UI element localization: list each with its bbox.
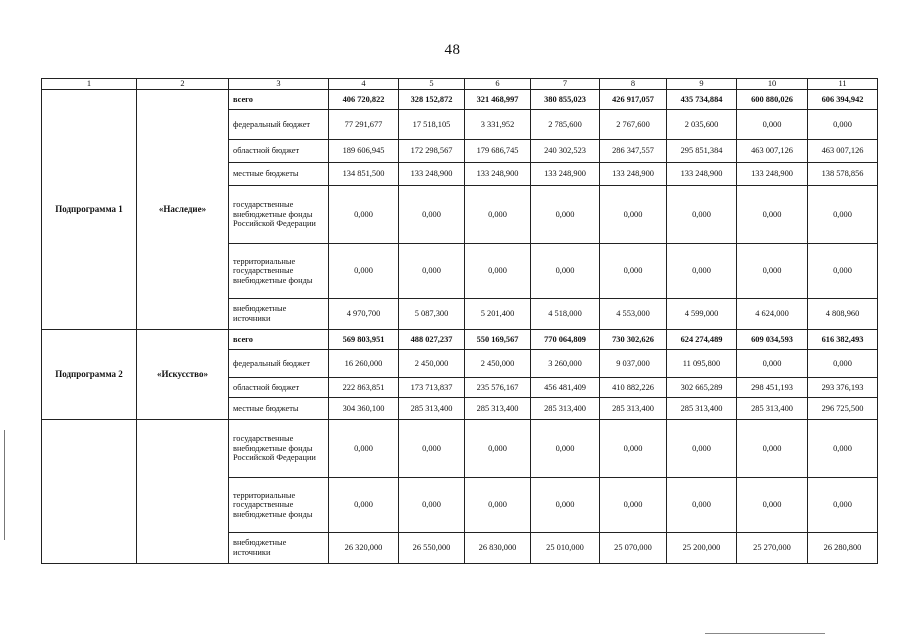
funding-source: областной бюджет <box>229 378 329 398</box>
amount-cell: 0,000 <box>600 478 667 533</box>
column-header: 10 <box>737 79 808 90</box>
amount-cell: 293 376,193 <box>808 378 878 398</box>
funding-source: внебюджетные источники <box>229 533 329 564</box>
amount-cell: 328 152,872 <box>399 90 465 110</box>
amount-cell: 0,000 <box>531 478 600 533</box>
amount-cell: 0,000 <box>465 420 531 478</box>
amount-cell: 26 550,000 <box>399 533 465 564</box>
amount-cell: 0,000 <box>737 420 808 478</box>
column-header: 8 <box>600 79 667 90</box>
amount-cell: 435 734,884 <box>667 90 737 110</box>
amount-cell: 550 169,567 <box>465 330 531 350</box>
amount-cell: 173 713,837 <box>399 378 465 398</box>
amount-cell: 0,000 <box>600 244 667 299</box>
amount-cell: 624 274,489 <box>667 330 737 350</box>
amount-cell: 16 260,000 <box>329 350 399 378</box>
amount-cell: 25 010,000 <box>531 533 600 564</box>
funding-source: федеральный бюджет <box>229 350 329 378</box>
amount-cell: 0,000 <box>667 420 737 478</box>
amount-cell: 298 451,193 <box>737 378 808 398</box>
amount-cell: 0,000 <box>465 186 531 244</box>
amount-cell: 0,000 <box>399 478 465 533</box>
amount-cell: 0,000 <box>737 478 808 533</box>
column-number-row <box>42 79 878 90</box>
amount-cell: 3 260,000 <box>531 350 600 378</box>
column-header: 1 <box>42 79 137 90</box>
empty-cell <box>42 420 137 564</box>
amount-cell: 295 851,384 <box>667 140 737 163</box>
amount-cell: 286 347,557 <box>600 140 667 163</box>
subprogram-name: Подпрограмма 1 <box>42 90 137 330</box>
amount-cell: 0,000 <box>808 244 878 299</box>
table-body <box>42 90 878 564</box>
amount-cell: 0,000 <box>808 186 878 244</box>
empty-cell <box>137 420 229 564</box>
column-header: 2 <box>137 79 229 90</box>
amount-cell: 0,000 <box>600 186 667 244</box>
amount-cell: 133 248,900 <box>465 163 531 186</box>
amount-cell: 463 007,126 <box>737 140 808 163</box>
amount-cell: 0,000 <box>329 186 399 244</box>
amount-cell: 609 034,593 <box>737 330 808 350</box>
amount-cell: 0,000 <box>808 420 878 478</box>
amount-cell: 0,000 <box>808 350 878 378</box>
column-header: 7 <box>531 79 600 90</box>
amount-cell: 3 331,952 <box>465 110 531 140</box>
budget-table <box>41 78 878 564</box>
amount-cell: 285 313,400 <box>737 398 808 420</box>
amount-cell: 4 599,000 <box>667 299 737 330</box>
amount-cell: 0,000 <box>737 110 808 140</box>
amount-cell: 2 767,600 <box>600 110 667 140</box>
amount-cell: 285 313,400 <box>531 398 600 420</box>
page-number: 48 <box>444 42 461 58</box>
amount-cell: 606 394,942 <box>808 90 878 110</box>
amount-cell: 172 298,567 <box>399 140 465 163</box>
amount-cell: 0,000 <box>329 244 399 299</box>
amount-cell: 0,000 <box>667 478 737 533</box>
amount-cell: 302 665,289 <box>667 378 737 398</box>
funding-source: территориальные государственные внебюджетные фонды <box>229 244 329 299</box>
column-header: 11 <box>808 79 878 90</box>
amount-cell: 0,000 <box>737 350 808 378</box>
amount-cell: 4 553,000 <box>600 299 667 330</box>
amount-cell: 2 450,000 <box>399 350 465 378</box>
amount-cell: 0,000 <box>399 186 465 244</box>
amount-cell: 235 576,167 <box>465 378 531 398</box>
amount-cell: 0,000 <box>737 244 808 299</box>
amount-cell: 296 725,500 <box>808 398 878 420</box>
amount-cell: 25 070,000 <box>600 533 667 564</box>
amount-cell: 222 863,851 <box>329 378 399 398</box>
amount-cell: 410 882,226 <box>600 378 667 398</box>
amount-cell: 0,000 <box>808 478 878 533</box>
amount-cell: 406 720,822 <box>329 90 399 110</box>
amount-cell: 321 468,997 <box>465 90 531 110</box>
amount-cell: 0,000 <box>737 186 808 244</box>
amount-cell: 17 518,105 <box>399 110 465 140</box>
funding-source: внебюджетные источники <box>229 299 329 330</box>
amount-cell: 770 064,809 <box>531 330 600 350</box>
amount-cell: 25 200,000 <box>667 533 737 564</box>
table-row <box>42 330 878 350</box>
amount-cell: 26 830,000 <box>465 533 531 564</box>
amount-cell: 0,000 <box>531 420 600 478</box>
amount-cell: 179 686,745 <box>465 140 531 163</box>
table-row <box>42 90 878 110</box>
amount-cell: 463 007,126 <box>808 140 878 163</box>
amount-cell: 426 917,057 <box>600 90 667 110</box>
amount-cell: 2 450,000 <box>465 350 531 378</box>
subprogram-title: «Наследие» <box>137 90 229 330</box>
column-header: 3 <box>229 79 329 90</box>
funding-source: государственные внебюджетные фонды Российской Федерации <box>229 186 329 244</box>
amount-cell: 77 291,677 <box>329 110 399 140</box>
amount-cell: 380 855,023 <box>531 90 600 110</box>
funding-source: всего <box>229 90 329 110</box>
column-header: 6 <box>465 79 531 90</box>
amount-cell: 0,000 <box>329 420 399 478</box>
amount-cell: 2 785,600 <box>531 110 600 140</box>
amount-cell: 616 382,493 <box>808 330 878 350</box>
amount-cell: 25 270,000 <box>737 533 808 564</box>
amount-cell: 26 280,800 <box>808 533 878 564</box>
amount-cell: 456 481,409 <box>531 378 600 398</box>
amount-cell: 189 606,945 <box>329 140 399 163</box>
table-row <box>42 420 878 478</box>
amount-cell: 285 313,400 <box>465 398 531 420</box>
amount-cell: 730 302,626 <box>600 330 667 350</box>
amount-cell: 4 970,700 <box>329 299 399 330</box>
amount-cell: 134 851,500 <box>329 163 399 186</box>
amount-cell: 5 087,300 <box>399 299 465 330</box>
funding-source: местные бюджеты <box>229 163 329 186</box>
amount-cell: 9 037,000 <box>600 350 667 378</box>
amount-cell: 4 624,000 <box>737 299 808 330</box>
margin-rule <box>4 430 5 540</box>
amount-cell: 600 880,026 <box>737 90 808 110</box>
amount-cell: 0,000 <box>399 244 465 299</box>
amount-cell: 133 248,900 <box>667 163 737 186</box>
amount-cell: 11 095,800 <box>667 350 737 378</box>
funding-source: всего <box>229 330 329 350</box>
subprogram-name: Подпрограмма 2 <box>42 330 137 420</box>
amount-cell: 133 248,900 <box>399 163 465 186</box>
amount-cell: 4 518,000 <box>531 299 600 330</box>
amount-cell: 569 803,951 <box>329 330 399 350</box>
column-header: 9 <box>667 79 737 90</box>
amount-cell: 240 302,523 <box>531 140 600 163</box>
column-header: 4 <box>329 79 399 90</box>
amount-cell: 285 313,400 <box>600 398 667 420</box>
amount-cell: 0,000 <box>667 186 737 244</box>
amount-cell: 0,000 <box>531 244 600 299</box>
funding-source: государственные внебюджетные фонды Российской Федерации <box>229 420 329 478</box>
amount-cell: 4 808,960 <box>808 299 878 330</box>
amount-cell: 304 360,100 <box>329 398 399 420</box>
subprogram-title: «Искусство» <box>137 330 229 420</box>
amount-cell: 138 578,856 <box>808 163 878 186</box>
column-header: 5 <box>399 79 465 90</box>
amount-cell: 2 035,600 <box>667 110 737 140</box>
funding-source: территориальные государственные внебюджетные фонды <box>229 478 329 533</box>
amount-cell: 26 320,000 <box>329 533 399 564</box>
amount-cell: 0,000 <box>667 244 737 299</box>
amount-cell: 0,000 <box>465 478 531 533</box>
amount-cell: 0,000 <box>600 420 667 478</box>
amount-cell: 285 313,400 <box>399 398 465 420</box>
funding-source: местные бюджеты <box>229 398 329 420</box>
amount-cell: 5 201,400 <box>465 299 531 330</box>
amount-cell: 488 027,237 <box>399 330 465 350</box>
footer-rule <box>705 633 825 634</box>
amount-cell: 0,000 <box>465 244 531 299</box>
amount-cell: 133 248,900 <box>531 163 600 186</box>
funding-source: федеральный бюджет <box>229 110 329 140</box>
amount-cell: 0,000 <box>329 478 399 533</box>
amount-cell: 0,000 <box>399 420 465 478</box>
amount-cell: 133 248,900 <box>600 163 667 186</box>
amount-cell: 133 248,900 <box>737 163 808 186</box>
amount-cell: 0,000 <box>808 110 878 140</box>
amount-cell: 285 313,400 <box>667 398 737 420</box>
funding-source: областной бюджет <box>229 140 329 163</box>
amount-cell: 0,000 <box>531 186 600 244</box>
